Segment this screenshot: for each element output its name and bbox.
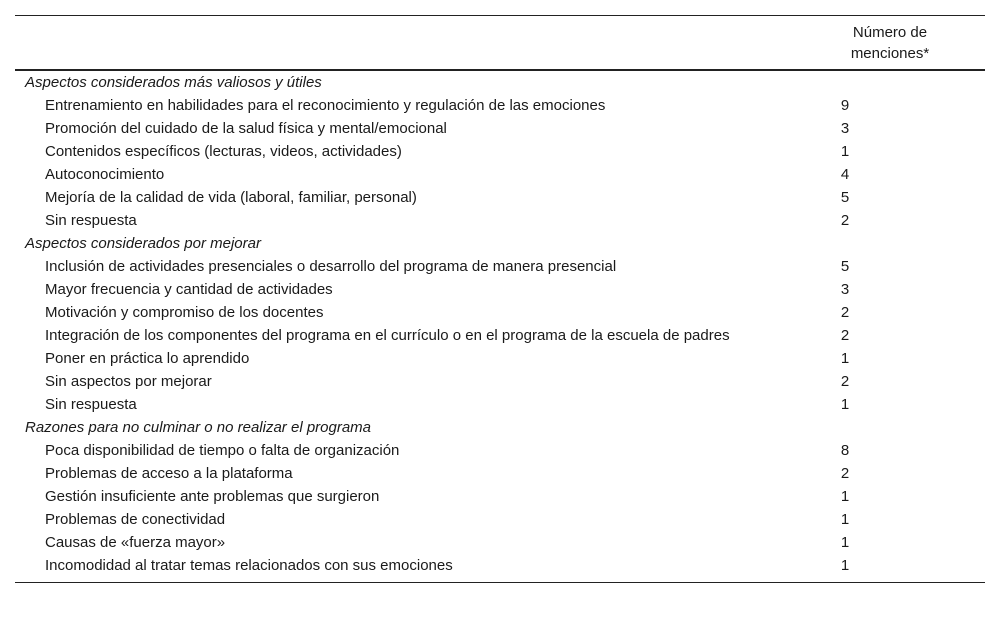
row-count: 1 (840, 534, 850, 551)
section-title: Aspectos considerados más valiosos y útiles (25, 74, 322, 91)
row-count: 5 (840, 258, 850, 275)
row-count: 1 (840, 511, 850, 528)
row-label: Integración de los componentes del programa en el currículo o en el programa de la escuela de padres (45, 327, 730, 344)
table-row (15, 554, 985, 583)
table-row (15, 485, 985, 508)
table-row (15, 370, 985, 393)
table-row (15, 531, 985, 554)
row-count: 2 (840, 373, 850, 390)
row-label: Poca disponibilidad de tiempo o falta de organización (45, 442, 400, 459)
row-label: Incomodidad al tratar temas relacionados con sus emociones (15, 554, 795, 583)
row-label: Gestión insuficiente ante problemas que surgieron (45, 488, 380, 505)
row-label: Causas de «fuerza mayor» (45, 534, 226, 551)
row-label: Motivación y compromiso de los docentes (45, 304, 324, 321)
row-label: Problemas de acceso a la plataforma (45, 465, 293, 482)
row-count: 2 (840, 212, 850, 229)
row-label: Sin aspectos por mejorar (45, 373, 212, 390)
mentions-table (15, 15, 985, 583)
table-row (15, 255, 985, 278)
table-row (15, 186, 985, 209)
row-count: 1 (840, 350, 850, 367)
row-label: Mejoría de la calidad de vida (laboral, familiar, personal) (45, 189, 417, 206)
table-row (15, 163, 985, 186)
row-label: Contenidos específicos (lecturas, videos, actividades) (45, 143, 402, 160)
row-label: Inclusión de actividades presenciales o desarrollo del programa de manera presencial (45, 258, 617, 275)
table-row (15, 117, 985, 140)
row-count: 1 (840, 396, 850, 413)
row-count: 3 (840, 120, 850, 137)
section-row (15, 232, 985, 255)
mentions-table-container (15, 15, 985, 583)
row-count: 5 (840, 189, 850, 206)
table-row (15, 301, 985, 324)
table-row (15, 140, 985, 163)
row-label: Sin respuesta (45, 212, 137, 229)
row-count: 9 (840, 97, 850, 114)
row-label: Mayor frecuencia y cantidad de actividades (45, 281, 333, 298)
section-title: Razones para no culminar o no realizar el programa (25, 419, 372, 436)
row-count: 2 (840, 304, 850, 321)
row-label: Poner en práctica lo aprendido (45, 350, 250, 367)
header-count-line1: Número de (852, 23, 928, 41)
row-count: 1 (795, 554, 895, 583)
table-row (15, 347, 985, 370)
row-count: 1 (840, 488, 850, 505)
table-row (15, 209, 985, 232)
row-count: 1 (840, 143, 850, 160)
row-label: Entrenamiento en habilidades para el reconocimiento y regulación de las emociones (45, 97, 606, 114)
row-count: 2 (840, 327, 850, 344)
table-row (15, 439, 985, 462)
table-row (15, 324, 985, 347)
table-row (15, 508, 985, 531)
row-label: Sin respuesta (45, 396, 137, 413)
header-label-cell (15, 16, 795, 71)
row-label: Autoconocimiento (45, 166, 165, 183)
section-title: Aspectos considerados por mejorar (25, 235, 261, 252)
row-count: 4 (840, 166, 850, 183)
row-label: Promoción del cuidado de la salud física y mental/emocional (45, 120, 447, 137)
table-row (15, 462, 985, 485)
header-count-cell (795, 16, 985, 71)
row-label: Problemas de conectividad (45, 511, 226, 528)
table-row (15, 393, 985, 416)
row-count: 8 (840, 442, 850, 459)
table-row (15, 94, 985, 117)
table-row (15, 278, 985, 301)
row-count: 2 (840, 465, 850, 482)
row-count: 3 (840, 281, 850, 298)
table-header-row (15, 16, 985, 71)
section-row (15, 70, 985, 94)
header-count-line2: menciones* (850, 44, 930, 62)
section-row (15, 416, 985, 439)
